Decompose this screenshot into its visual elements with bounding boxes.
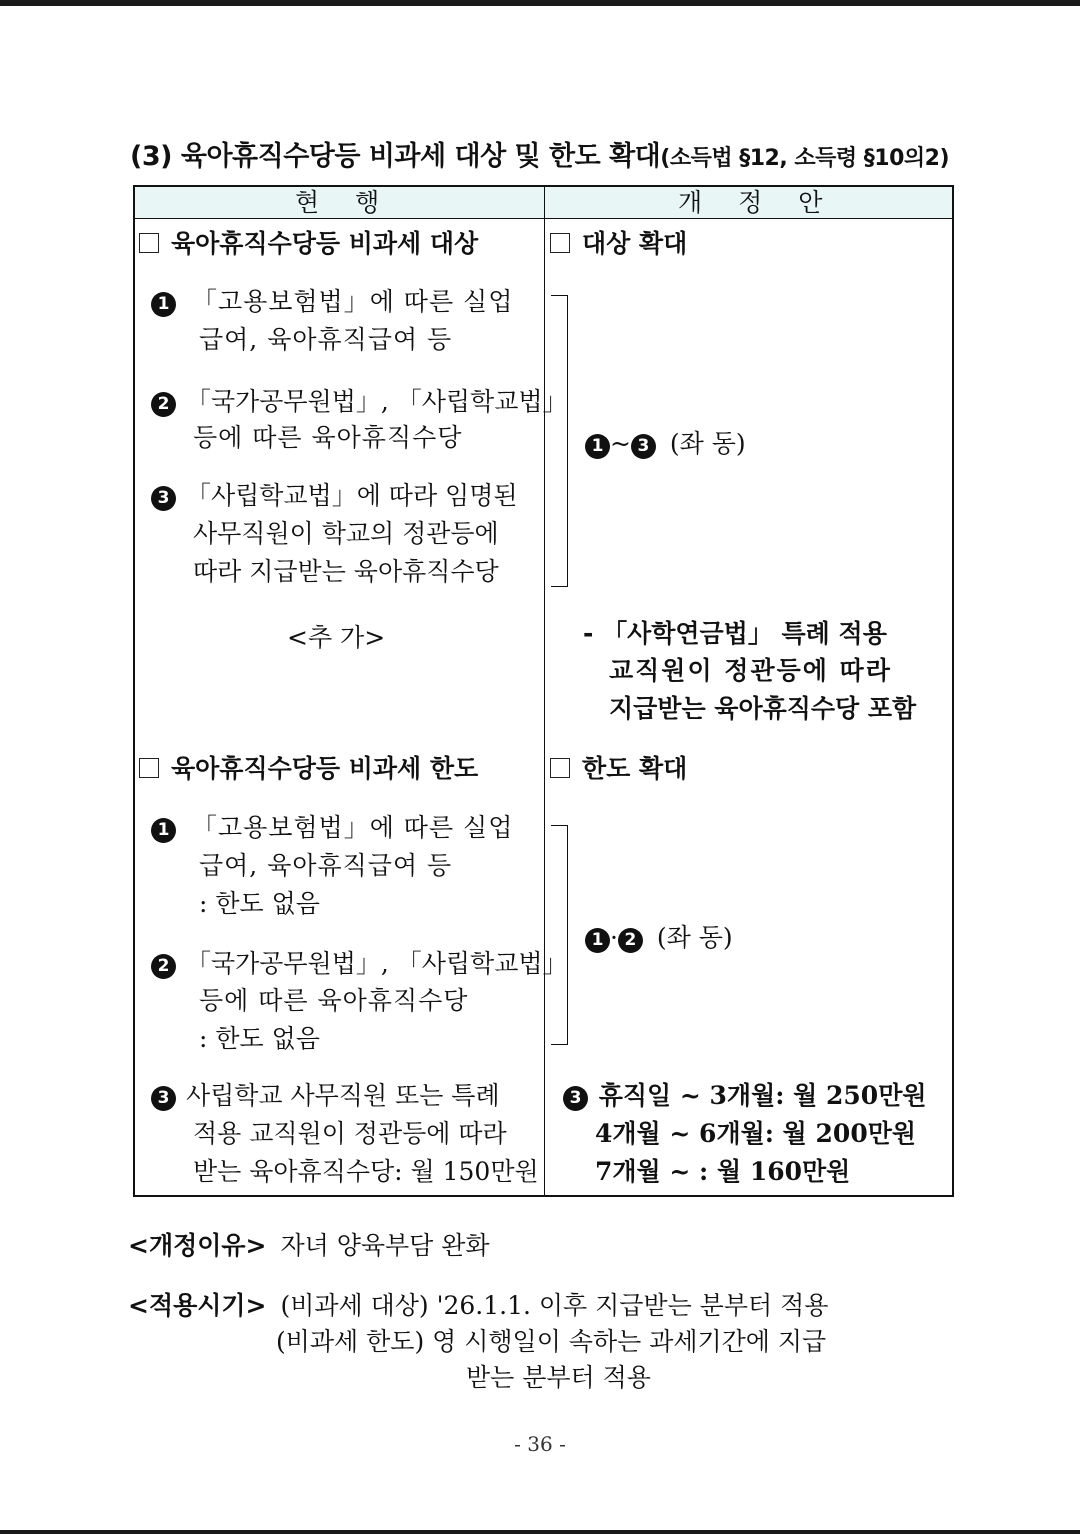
section-title: [130, 134, 990, 173]
bracket-section1: [551, 295, 568, 587]
section2-item1-line2: 급여, 육아휴직급여 등: [199, 851, 453, 880]
circled-number-icon: 1: [151, 818, 176, 843]
section2-revised-item3: 3 휴직일 ~ 3개월: 월 250만원: [563, 1077, 927, 1115]
section1-item3-line2: 사무직원이 학교의 정관등에: [193, 519, 499, 548]
section2-item1: 1 「고용보험법」에 따른 실업: [151, 809, 513, 847]
circled-number-icon: 2: [151, 954, 176, 979]
section2-item1-line3: : 한도 없음: [199, 889, 320, 918]
section2-item3: 3 사립학교 사무직원 또는 특례: [151, 1077, 500, 1115]
section2-item3-line2: 적용 교직원이 정관등에 따라: [193, 1119, 507, 1148]
checkbox-icon: [139, 233, 159, 253]
effective-line3: 받는 분부터 적용: [466, 1363, 651, 1392]
section1-item1: 1 「고용보험법」에 따른 실업: [151, 283, 513, 321]
circled-number-icon: 3: [631, 434, 656, 459]
added-line3: 지급받는 육아휴직수당 포함: [609, 694, 917, 723]
section1-item2-line2: 등에 따른 육아휴직수당: [193, 423, 463, 452]
effective-text1: (비과세 대상) '26.1.1. 이후 지급받는 분부터 적용: [280, 1291, 829, 1320]
bottom-border: [0, 1530, 1080, 1534]
section2-current-head: 육아휴직수당등 비과세 한도: [139, 750, 478, 788]
reason-text: 자녀 양육부담 완화: [280, 1231, 490, 1260]
section2-item2-line2: 등에 따른 육아휴직수당: [199, 986, 469, 1015]
circled-number-icon: 2: [151, 392, 176, 417]
reason-line: [128, 1228, 490, 1264]
header-current: 현 행: [295, 188, 394, 217]
circled-number-icon: 2: [618, 928, 643, 953]
section2-revised-item3-line2: 4개월 ~ 6개월: 월 200만원: [595, 1119, 917, 1148]
header-revised: 개 정 안: [678, 188, 837, 217]
circled-number-icon: 1: [151, 292, 176, 317]
checkbox-icon: [139, 758, 159, 778]
add-label: <추 가>: [287, 623, 386, 652]
circled-number-icon: 1: [585, 928, 610, 953]
effective-line1: [128, 1288, 828, 1324]
added-line1: - 「사학연금법」 특례 적용: [583, 619, 887, 648]
section1-item1-line2: 급여, 육아휴직급여 등: [199, 325, 453, 354]
section2-revised-head: 한도 확대: [550, 750, 687, 788]
title-main: (3) 육아휴직수당등 비과세 대상 및 한도 확대: [130, 141, 661, 172]
circled-number-icon: 3: [563, 1086, 588, 1111]
column-divider: [544, 187, 545, 1195]
checkbox-icon: [550, 233, 570, 253]
section2-item3-line3: 받는 육아휴직수당: 월 150만원: [193, 1157, 539, 1186]
effective-label: <적용시기>: [128, 1291, 267, 1320]
section2-item2: 2 「국가공무원법」, 「사립학교법」: [151, 945, 568, 983]
section2-revised-item3-line3: 7개월 ~ : 월 160만원: [595, 1157, 851, 1186]
section1-revised-head: 대상 확대: [550, 225, 687, 263]
section1-revised-same: 1 ~ 3 (좌 동): [585, 425, 746, 463]
comparison-table: [133, 185, 954, 1197]
section1-current-head: 육아휴직수당등 비과세 대상: [139, 225, 478, 263]
title-reference: (소득법 §12, 소득령 §10의2): [660, 146, 950, 171]
top-border: [0, 0, 1080, 6]
bracket-section2: [551, 825, 568, 1045]
reason-label: <개정이유>: [128, 1231, 267, 1260]
section1-item2: 2 「국가공무원법」, 「사립학교법」: [151, 383, 568, 421]
section2-revised-same: 1 · 2 (좌 동): [585, 919, 733, 957]
section1-item3: 3 「사립학교법」에 따라 임명된: [151, 477, 518, 515]
checkbox-icon: [550, 758, 570, 778]
section1-item3-line3: 따라 지급받는 육아휴직수당: [193, 557, 499, 586]
circled-number-icon: 3: [151, 1086, 176, 1111]
effective-line2: (비과세 한도) 영 시행일이 속하는 과세기간에 지급: [276, 1327, 827, 1356]
page-number: - 36 -: [514, 1432, 566, 1456]
circled-number-icon: 3: [151, 486, 176, 511]
added-line2: 교직원이 정관등에 따라: [609, 656, 892, 685]
circled-number-icon: 1: [585, 434, 610, 459]
section2-item2-line3: : 한도 없음: [199, 1024, 320, 1053]
